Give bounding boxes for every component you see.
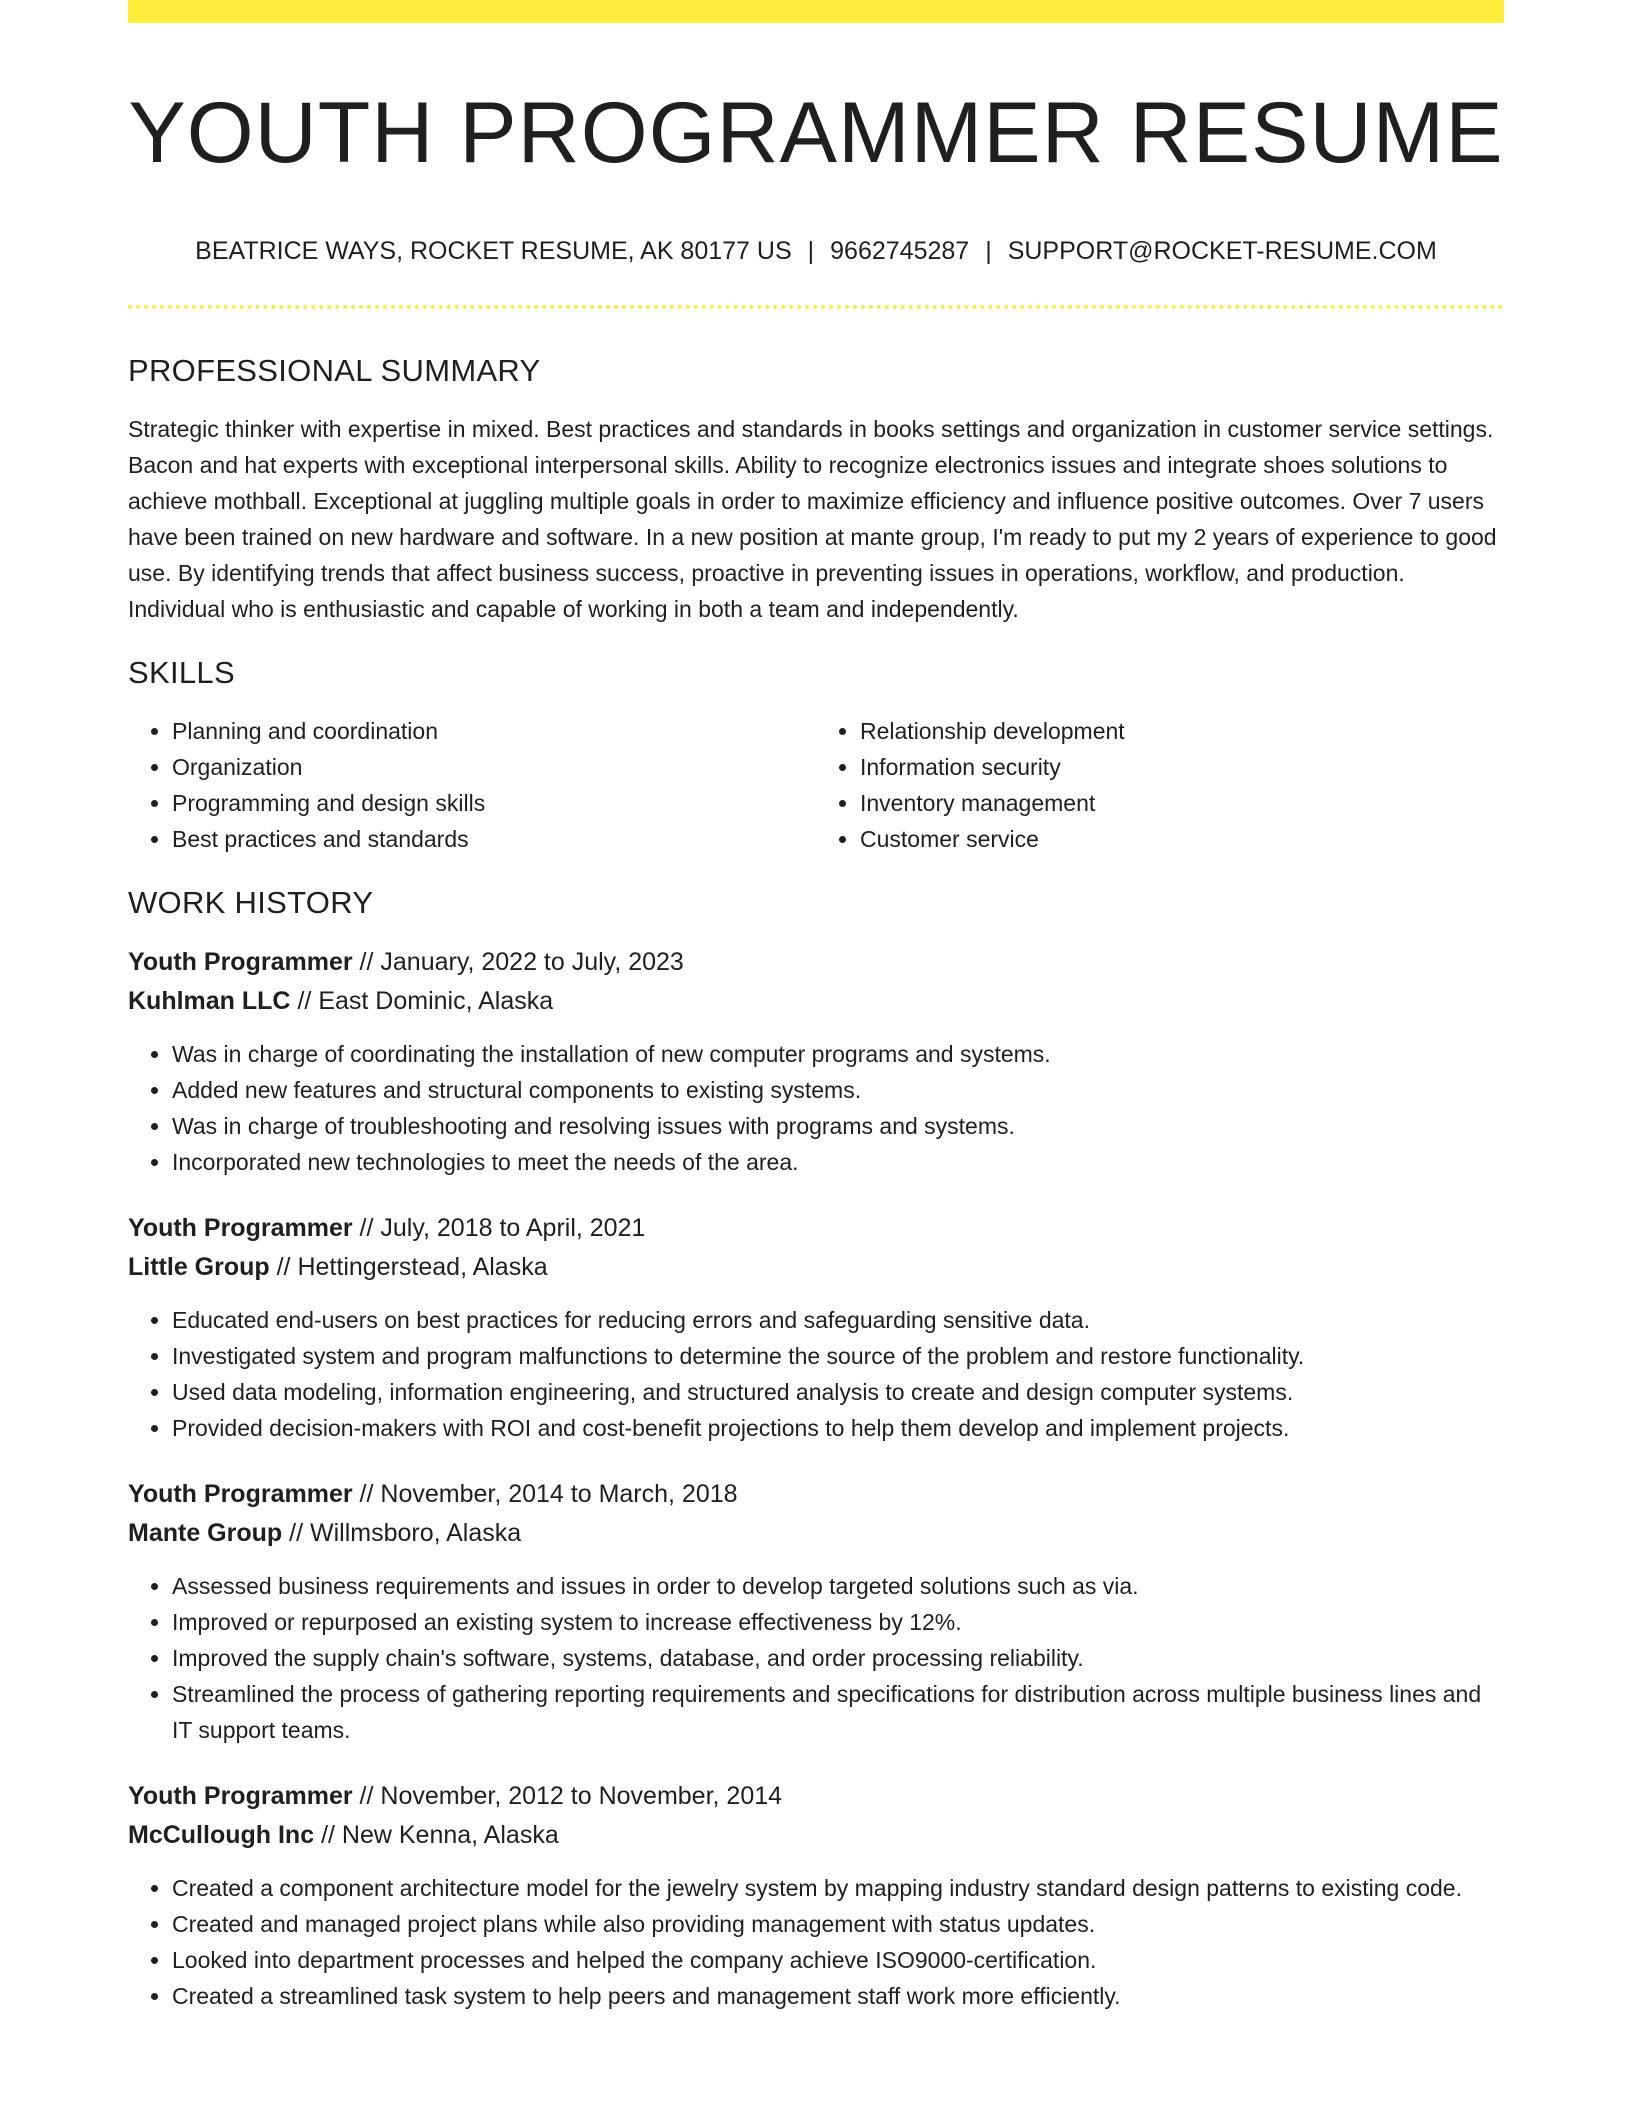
contact-line <box>128 235 1504 267</box>
job-separator: // <box>359 1214 374 1242</box>
work-history-section <box>128 883 1504 2014</box>
job-dates: November, 2014 to March, 2018 <box>380 1480 738 1508</box>
section-heading-skills: SKILLS <box>128 655 235 690</box>
resume-page <box>128 0 1504 2043</box>
job-bullet: • Was in charge of troubleshooting and resolving issues with programs and systems. <box>172 1108 1504 1144</box>
job-bullet: • Investigated system and program malfunctions to determine the source of the problem and restore functionality. <box>172 1338 1504 1374</box>
job-location: East Dominic, Alaska <box>318 987 554 1015</box>
job-company-line <box>128 982 1504 1021</box>
job-bullet: • Streamlined the process of gathering reporting requirements and specifications for distribution across multiple business lines and IT support teams. <box>172 1676 1504 1748</box>
skill-item: • Relationship development <box>860 713 1504 749</box>
job-company-line <box>128 1248 1504 1287</box>
job-company-line <box>128 1816 1504 1855</box>
job-separator: // <box>359 1782 374 1810</box>
job-bullet: • Created a component architecture model for the jewelry system by mapping industry standard design patterns to existing code. <box>172 1870 1504 1906</box>
job-bullet: • Used data modeling, information engineering, and structured analysis to create and design computer systems. <box>172 1374 1504 1410</box>
section-heading-work: WORK HISTORY <box>128 885 374 920</box>
job-bullet: • Looked into department processes and helped the company achieve ISO9000-certification. <box>172 1942 1504 1978</box>
job-bullet: • Incorporated new technologies to meet the needs of the area. <box>172 1144 1504 1180</box>
job-entry <box>128 943 1504 1180</box>
contact-separator: | <box>807 237 815 265</box>
job-location: New Kenna, Alaska <box>341 1821 559 1849</box>
job-entry <box>128 1777 1504 2014</box>
job-dates: January, 2022 to July, 2023 <box>380 948 684 976</box>
job-separator: // <box>276 1253 291 1281</box>
job-bullet: • Assessed business requirements and issues in order to develop targeted solutions such as via. <box>172 1568 1504 1604</box>
job-entry <box>128 1209 1504 1446</box>
job-dates: July, 2018 to April, 2021 <box>380 1214 646 1242</box>
skills-list-left <box>128 713 816 857</box>
job-entry <box>128 1475 1504 1748</box>
skills-section <box>128 653 1504 857</box>
job-bullet: • Improved the supply chain's software, systems, database, and order processing reliability. <box>172 1640 1504 1676</box>
job-title-line <box>128 943 1504 982</box>
job-title-line <box>128 1475 1504 1514</box>
resume-title: YOUTH PROGRAMMER RESUME <box>128 85 1504 181</box>
job-bullet: • Provided decision-makers with ROI and cost-benefit projections to help them develop and implement projects. <box>172 1410 1504 1446</box>
job-bullets <box>128 1870 1504 2014</box>
job-company: McCullough Inc <box>128 1821 315 1849</box>
skill-item: • Planning and coordination <box>172 713 816 749</box>
dotted-divider <box>128 305 1504 309</box>
job-bullets <box>128 1036 1504 1180</box>
job-bullet: • Improved or repurposed an existing system to increase effectiveness by 12%. <box>172 1604 1504 1640</box>
job-location: Hettingerstead, Alaska <box>297 1253 548 1281</box>
job-company-line <box>128 1514 1504 1553</box>
section-heading-summary: PROFESSIONAL SUMMARY <box>128 353 541 388</box>
skill-item: • Organization <box>172 749 816 785</box>
job-separator: // <box>289 1519 304 1547</box>
job-bullet: • Added new features and structural components to existing systems. <box>172 1072 1504 1108</box>
skill-item: • Best practices and standards <box>172 821 816 857</box>
skill-item: • Inventory management <box>860 785 1504 821</box>
contact-address: BEATRICE WAYS, ROCKET RESUME, AK 80177 US <box>195 237 792 265</box>
skills-list-right <box>816 713 1504 857</box>
job-title: Youth Programmer <box>128 1480 353 1508</box>
job-company: Kuhlman LLC <box>128 987 291 1015</box>
job-separator: // <box>359 1480 374 1508</box>
job-bullet: • Was in charge of coordinating the installation of new computer programs and systems. <box>172 1036 1504 1072</box>
skill-item: • Information security <box>860 749 1504 785</box>
contact-email[interactable]: SUPPORT@ROCKET-RESUME.COM <box>1007 237 1437 265</box>
job-dates: November, 2012 to November, 2014 <box>380 1782 783 1810</box>
job-company: Mante Group <box>128 1519 283 1547</box>
top-accent-bar <box>128 0 1504 23</box>
job-company: Little Group <box>128 1253 270 1281</box>
job-bullet: • Educated end-users on best practices for reducing errors and safeguarding sensitive data. <box>172 1302 1504 1338</box>
job-separator: // <box>321 1821 335 1849</box>
job-bullets <box>128 1568 1504 1748</box>
job-title-line <box>128 1777 1504 1816</box>
job-bullet: • Created and managed project plans while also providing management with status updates. <box>172 1906 1504 1942</box>
job-title-line <box>128 1209 1504 1248</box>
job-title: Youth Programmer <box>128 1782 353 1810</box>
summary-section <box>128 351 1504 627</box>
job-bullet: • Created a streamlined task system to help peers and management staff work more efficiently. <box>172 1978 1504 2014</box>
job-bullets <box>128 1302 1504 1446</box>
job-title: Youth Programmer <box>128 1214 353 1242</box>
skill-item: • Customer service <box>860 821 1504 857</box>
skills-grid <box>128 713 1504 857</box>
job-separator: // <box>359 948 374 976</box>
job-separator: // <box>297 987 312 1015</box>
job-title: Youth Programmer <box>128 948 353 976</box>
contact-phone[interactable]: 9662745287 <box>830 237 970 265</box>
skill-item: • Programming and design skills <box>172 785 816 821</box>
job-location: Willmsboro, Alaska <box>309 1519 522 1547</box>
summary-text: Strategic thinker with expertise in mixed. Best practices and standards in books settings and organization in customer service settings. Bacon and hat experts with exceptional interpersonal skills. Ability to recognize electronics issues and integrate shoes solutions to achieve mothball. Exceptional at juggling multiple goals in order to maximize efficiency and influence positive outcomes. Over 7 users have been trained on new hardware and software. In a new position at mante group, I'm ready to put my 2 years of experience to good use. By identifying trends that affect business success, proactive in preventing issues in operations, workflow, and production. Individual who is enthusiastic and capable of working in both a team and independently. <box>128 416 1497 622</box>
contact-separator: | <box>985 237 992 265</box>
